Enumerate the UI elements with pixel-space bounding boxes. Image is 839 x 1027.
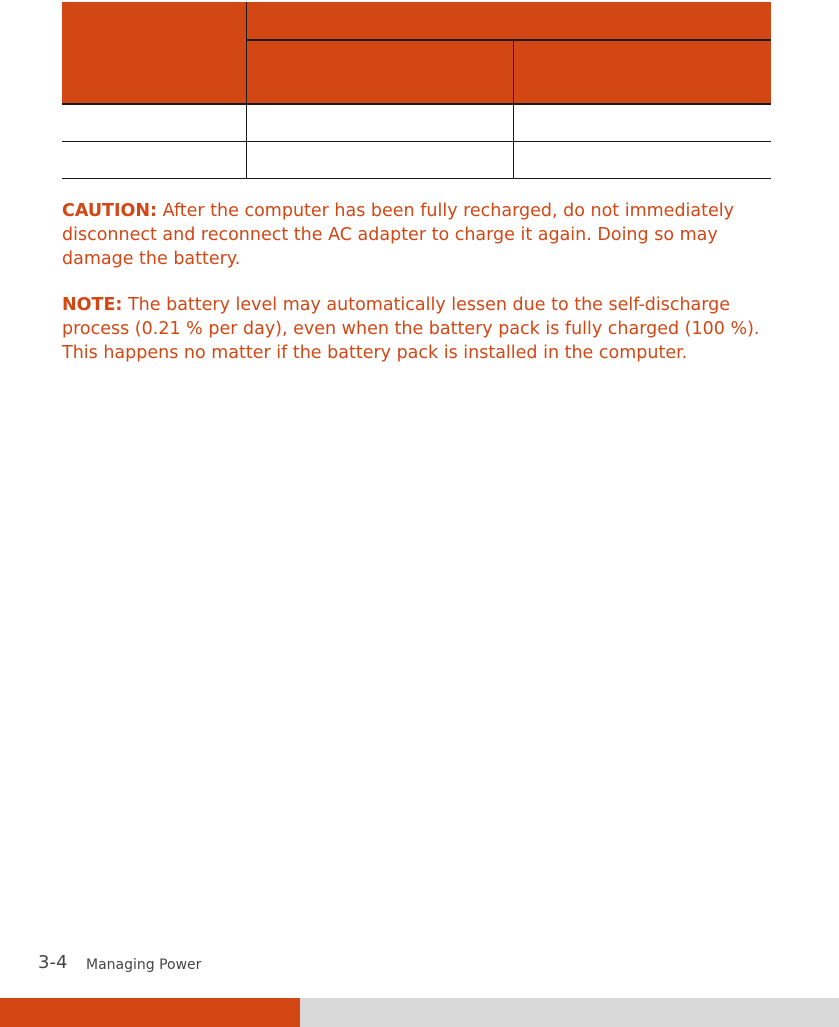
info-note bbox=[62, 293, 778, 365]
table-cell bbox=[246, 142, 513, 179]
table-header-cell bbox=[246, 2, 771, 40]
caution-note bbox=[62, 199, 778, 271]
table-row bbox=[62, 142, 771, 179]
table-cell bbox=[246, 104, 513, 142]
caution-label: CAUTION: bbox=[62, 201, 158, 221]
footer-grey-bar bbox=[300, 998, 839, 1027]
battery-table bbox=[62, 2, 771, 179]
table-cell bbox=[513, 142, 771, 179]
table-cell bbox=[62, 104, 246, 142]
table-cell bbox=[513, 104, 771, 142]
caution-text: After the computer has been fully recharged, do not immediately disconnect and reconnect the AC adapter to charge it again. Doing so may damage the battery. bbox=[62, 201, 734, 269]
table-cell bbox=[62, 142, 246, 179]
page-number: 3-4 bbox=[38, 952, 68, 973]
note-text: The battery level may automatically lessen due to the self-discharge process (0.21 % per day), even when the battery pack is fully charged (100 %). This happens no matter if the battery pack is installed in the computer. bbox=[62, 295, 760, 363]
table-header-cell bbox=[246, 40, 513, 104]
table-header-cell bbox=[513, 40, 771, 104]
footer-accent-bar bbox=[0, 998, 300, 1027]
table-row bbox=[62, 104, 771, 142]
section-title: Managing Power bbox=[86, 957, 202, 973]
table-header-cell bbox=[62, 2, 246, 104]
note-label: NOTE: bbox=[62, 295, 123, 315]
